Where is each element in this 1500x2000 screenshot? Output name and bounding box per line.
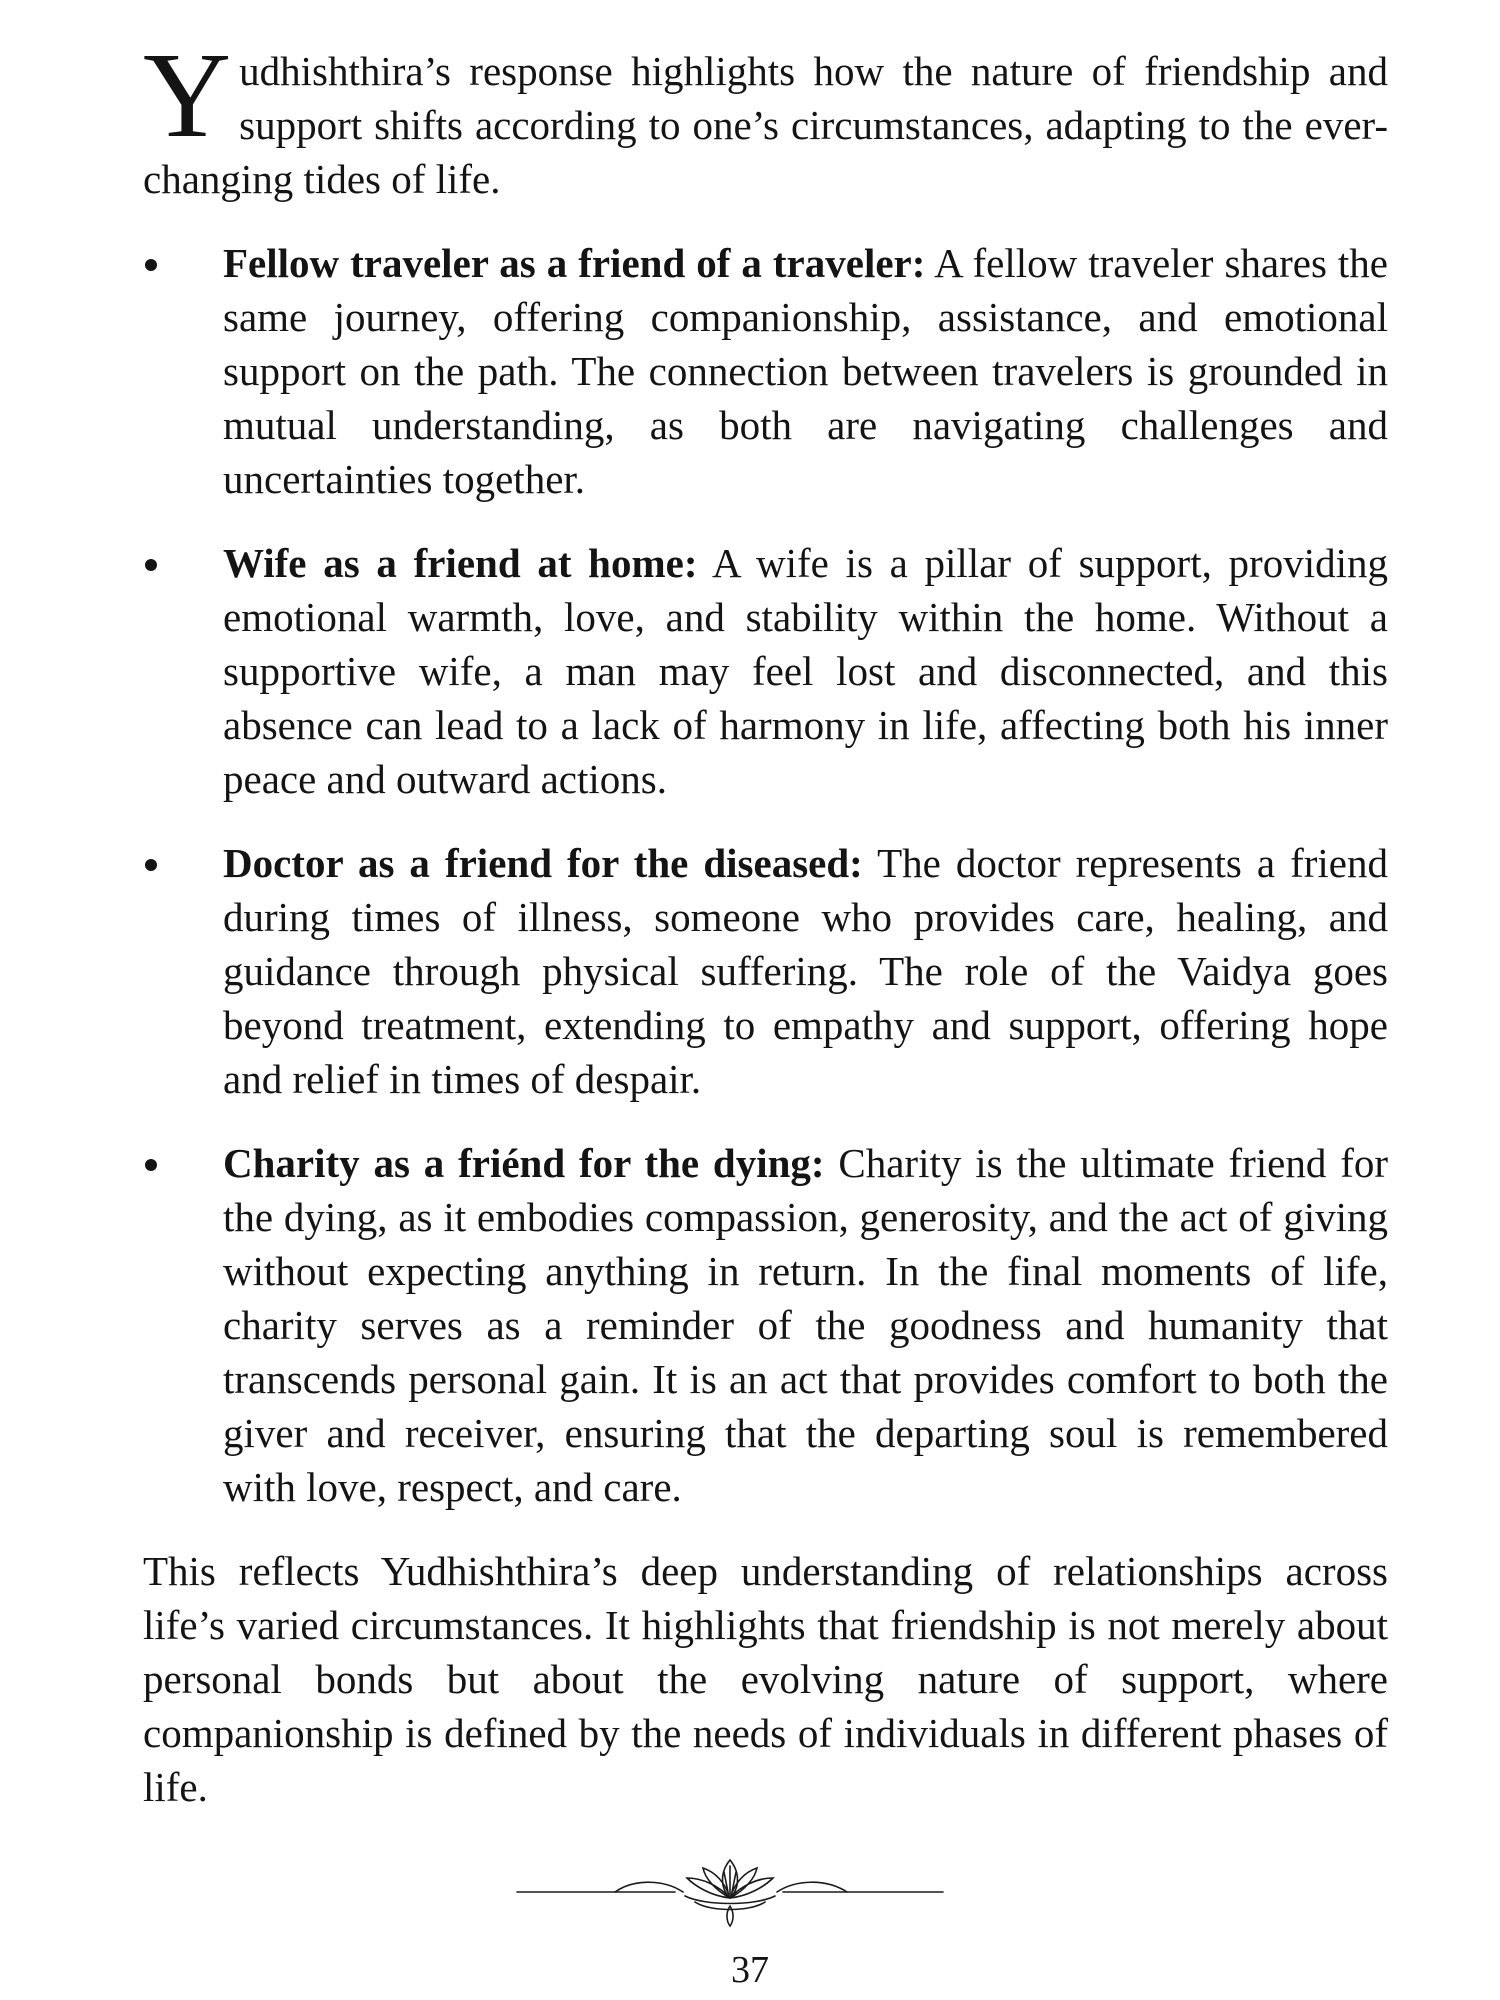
bullet-icon bbox=[145, 559, 157, 571]
closing-paragraph: This reflects Yudhishthira’s deep understanding of relationships across life’s varied circumstances. It highlights that friendship is not merely about personal bonds but about the evolving nature of support, where companionship is defined by the needs of individuals in different phases of life. bbox=[143, 1548, 1388, 1810]
intro-paragraph bbox=[143, 28, 1388, 206]
list-item-term: Charity as a friénd for the dying: bbox=[223, 1140, 825, 1186]
drop-cap: Y bbox=[143, 28, 232, 163]
list-item-text: The doctor represents a friend during times of illness, someone who provides care, healing, and guidance through physical suffering. The role of the Vaidya goes beyond treatment, extending to empathy and support, offering hope and relief in times of despair. bbox=[223, 840, 1389, 1102]
lotus-divider-icon bbox=[515, 1850, 945, 1930]
intro-text: udhishthira’s response highlights how the nature of friendship and support shifts according to one’s circumstances, adapting to the ever-changing tides of life. bbox=[143, 48, 1388, 202]
page-number: 37 bbox=[731, 1949, 769, 1991]
list-item-text: Charity is the ultimate friend for the dying, as it embodies compassion, generosity, and the act of giving without expecting anything in return. In the final moments of life, charity serves as a reminder of the goodness and humanity that transcends personal gain. It is an act that provides comfort to both the giver and receiver, ensuring that the departing soul is remembered with love, respect, and care. bbox=[223, 1140, 1389, 1510]
list-item bbox=[143, 536, 1388, 806]
list-item bbox=[143, 236, 1388, 506]
list-item-term: Fellow traveler as a friend of a traveler: bbox=[223, 240, 926, 286]
list-item-term: Doctor as a friend for the diseased: bbox=[223, 840, 863, 886]
list-item-text: A fellow traveler shares the same journey, offering companionship, assistance, and emotional support on the path. The connection between travelers is grounded in mutual understanding, as both are navigating challenges and uncertainties together. bbox=[223, 240, 1388, 502]
bullet-icon bbox=[145, 259, 157, 271]
list-item bbox=[143, 1136, 1388, 1514]
list-item-term: Wife as a friend at home: bbox=[223, 540, 698, 586]
page-body bbox=[143, 28, 1389, 1814]
friends-list bbox=[143, 236, 1388, 1514]
list-item bbox=[143, 836, 1388, 1106]
bullet-icon bbox=[145, 1159, 157, 1171]
bullet-icon bbox=[145, 859, 157, 871]
list-item-text: A wife is a pillar of support, providing emotional warmth, love, and stability within the home. Without a supportive wife, a man may feel lost and disconnected, and this absence can lead to a lack of harmony in life, affecting both his inner peace and outward actions. bbox=[223, 540, 1388, 802]
